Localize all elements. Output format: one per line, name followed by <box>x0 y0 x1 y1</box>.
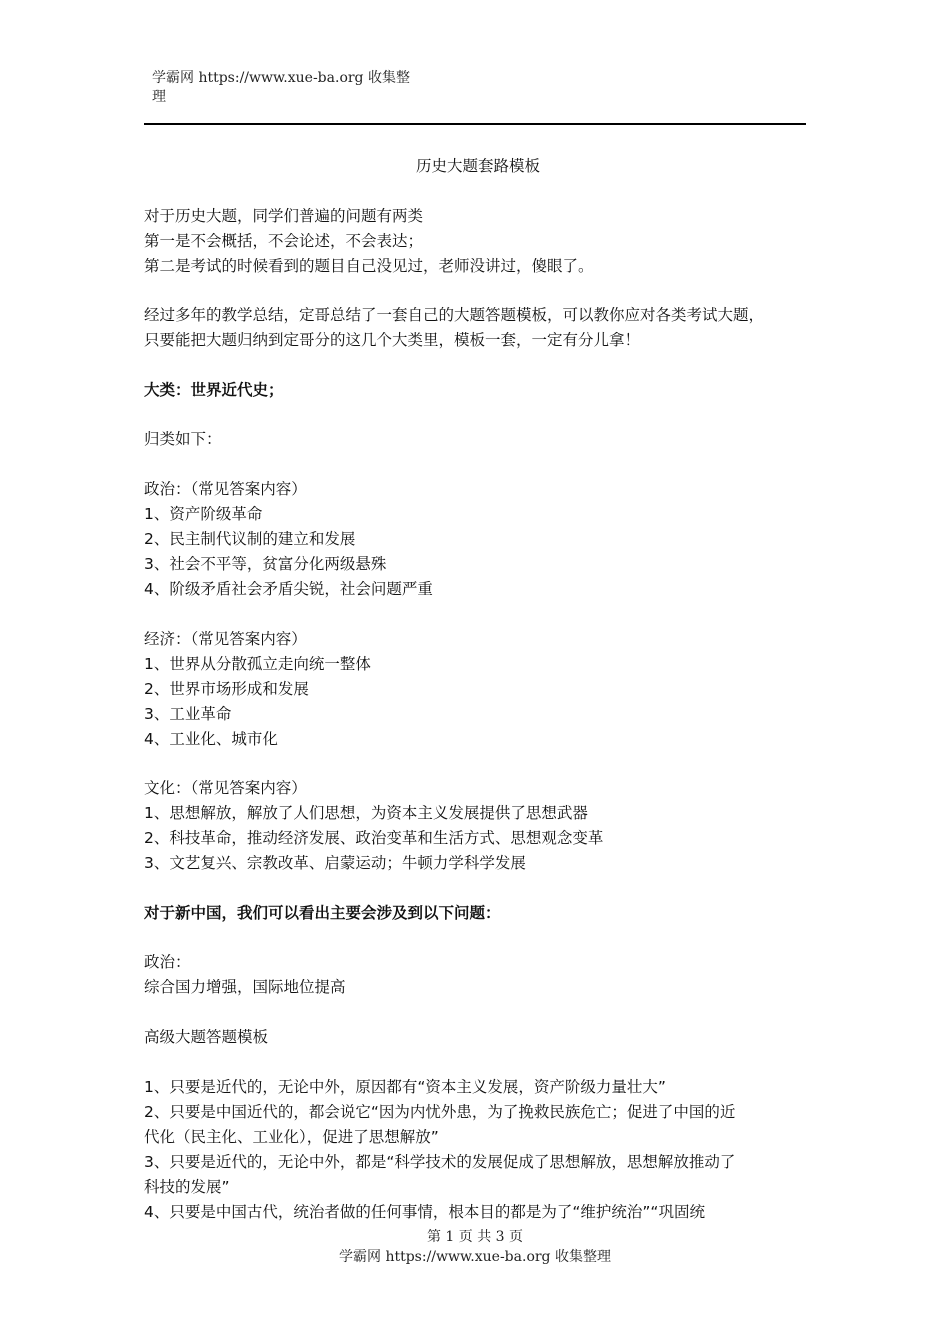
list-item: 3、工业革命 <box>144 704 232 723</box>
list-item: 3、社会不平等，贫富分化两级悬殊 <box>144 554 387 573</box>
advanced-heading: 高级大题答题模板 <box>144 1027 269 1046</box>
list-item: 4、工业化、城市化 <box>144 729 278 748</box>
list-item: 1、思想解放，解放了人们思想，为资本主义发展提供了思想武器 <box>144 804 588 823</box>
page-header <box>152 69 442 107</box>
list-item: 1、世界从分散孤立走向统一整体 <box>144 654 371 673</box>
intro-line-1: 对于历史大题，同学们普遍的问题有两类 <box>144 206 424 225</box>
footer-source: 学霸网 https://www.xue-ba.org 收集整理 <box>339 1249 611 1265</box>
list-item: 1、资产阶级革命 <box>144 504 263 523</box>
document-title: 历史大题套路模板 <box>415 157 540 175</box>
list-item: 2、世界市场形成和发展 <box>144 679 309 698</box>
list-item: 3、文艺复兴、宗教改革、启蒙运动；牛顿力学科学发展 <box>144 854 526 873</box>
header-line-1: 学霸网 https://www.xue-ba.org 收集整 <box>152 70 410 86</box>
page-number: 第 1 页 共 3 页 <box>426 1229 524 1245</box>
list-item: 2、民主制代议制的建立和发展 <box>144 529 356 548</box>
document-body <box>144 154 812 1225</box>
economy-heading: 经济：（常见答案内容） <box>144 629 307 648</box>
intro-line-4: 经过多年的教学总结，定哥总结了一套自己的大题答题模板，可以教你应对各类考试大题， <box>144 306 765 325</box>
culture-heading: 文化：（常见答案内容） <box>144 779 307 798</box>
advanced-line: 3、只要是近代的，无论中外，都是“科学技术的发展促成了思想解放，思想解放推动了 <box>144 1152 736 1171</box>
politics-heading: 政治：（常见答案内容） <box>144 479 307 498</box>
header-rule <box>144 123 806 125</box>
intro-line-5: 只要能把大题归纳到定哥分的这几个大类里，模板一套，一定有分儿拿！ <box>144 331 641 350</box>
advanced-line: 科技的发展” <box>144 1177 230 1196</box>
classify-label: 归类如下： <box>144 430 222 449</box>
new-china-heading: 对于新中国，我们可以看出主要会涉及到以下问题： <box>144 903 501 922</box>
category-heading: 大类：世界近代史； <box>144 380 284 399</box>
advanced-line: 1、只要是近代的，无论中外，原因都有“资本主义发展，资产阶级力量壮大” <box>144 1077 666 1096</box>
header-line-2: 理 <box>152 89 166 105</box>
advanced-line: 2、只要是中国近代的，都会说它“因为内忧外患，为了挽救民族危亡；促进了中国的近 <box>144 1102 736 1121</box>
list-item: 2、科技革命，推动经济发展、政治变革和生活方式、思想观念变革 <box>144 829 604 848</box>
advanced-line: 代化（民主化、工业化），促进了思想解放” <box>144 1127 439 1146</box>
list-item: 4、阶级矛盾社会矛盾尖锐，社会问题严重 <box>144 579 433 598</box>
advanced-line: 4、只要是中国古代，统治者做的任何事情，根本目的都是为了“维护统治”“巩固统 <box>144 1202 705 1221</box>
new-china-politics-text: 综合国力增强，国际地位提高 <box>144 978 346 997</box>
new-china-politics-label: 政治： <box>144 953 191 972</box>
intro-line-3: 第二是考试的时候看到的题目自己没见过，老师没讲过，傻眼了。 <box>144 256 594 275</box>
intro-line-2: 第一是不会概括，不会论述，不会表达； <box>144 231 424 250</box>
